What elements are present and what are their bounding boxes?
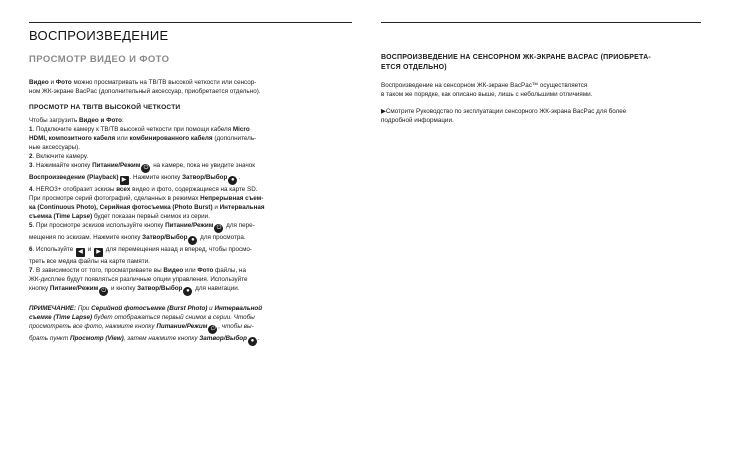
- power-mode-icon: ⏻: [214, 224, 223, 233]
- power-mode-icon: ⏻: [141, 164, 150, 173]
- shutter-select-icon: ●: [248, 337, 257, 346]
- section-title: ВОСПРОИЗВЕДЕНИЕ: [29, 28, 169, 43]
- touch-bacpac-heading: ВОСПРОИЗВЕДЕНИЕ НА СЕНСОРНОМ ЖК-ЭКРАНЕ BACPAC (ПРИОБРЕТА- ЕТСЯ ОТДЕЛЬНО): [381, 54, 651, 71]
- left-column: [29, 22, 352, 346]
- steps-list: Чтобы загрузить Видео и Фото: 1. Подключите камеру к ТВ/ТВ высокой четкости при помощи кабеля Micro HDMI, композитного кабеля или комбинированного кабеля (дополнитель- ные аксессуары). 2. Включите камеру. 3. Нажимайте кнопку Питание/Режим ⏻ на камере, пока не увидите значок Воспроизведение (Playback) ▶ . Нажмите кнопку Затвор/Выбор ● . 4. HERO3+ отобразит эскизы всех видео и фото, содержащиеся на карте SD. При просмотре серий фотографий, сделанных в режимах Непрерывная съем- ка (Continuous Photo), Серийная фотосъемка (Photo Burst) и Интервальная съемка (Time Lapse) будет показан первый снимок из серии. 5. При просмотре эскизов используйте кнопку Питание/Режим ⏻ для пере- мещения по эскизам. Нажмите кнопку Затвор/Выбор ● для просмотра. 6. Используйте ◀ и ▶ для перемещения назад и вперед, чтобы просмо- треть все медиа файлы на карте памяти. 7. В зависимости от того, просматриваете вы Видео или Фото файлы, на ЖК-дисплее будут появляться различные опции управления. Используйте кнопку Питание/Режим ⏻ и кнопку Затвор/Выбор ● для навигации.: [29, 117, 265, 294]
- shutter-select-icon: ●: [228, 176, 237, 185]
- playback-icon: ▶: [120, 176, 129, 185]
- right-arrow-icon: ▶: [94, 248, 103, 257]
- right-column: [381, 22, 701, 125]
- subtitle: ПРОСМОТР ВИДЕО И ФОТО: [29, 54, 170, 65]
- left-arrow-icon: ◀: [76, 248, 85, 257]
- hd-tv-heading: ПРОСМОТР НА ТВ/ТВ ВЫСОКОЙ ЧЕТКОСТИ: [29, 104, 181, 111]
- touch-bacpac-body: Воспроизведение на сенсорном ЖК-экране BacPac™ осуществляется в таком же порядке, как описано выше, лишь с небольшими отличиями.: [381, 82, 593, 98]
- shutter-select-icon: ●: [183, 287, 192, 296]
- manual-reference: ▶Смотрите Руководство по эксплуатации сенсорного ЖК-экрана BacPac для более подробной информации.: [381, 108, 627, 124]
- top-rule-right: [381, 22, 701, 23]
- power-mode-icon: ⏻: [99, 287, 108, 296]
- shutter-select-icon: ●: [188, 236, 197, 245]
- right-spacer: [381, 28, 701, 49]
- note-paragraph: ПРИМЕЧАНИЕ: При Серийной фотосъемке (Burst Photo) и Интервальной съемке (Time Lapse) будет отображаться первый снимок в серии. Чтобы просмотреть все фото, нажмите кнопку Питание/Режим ⏻ , чтобы вы- брать пункт Просмотр (View), затем нажмите кнопку Затвор/Выбор ● .: [29, 305, 263, 344]
- intro-paragraph: Видео и Фото можно просматривать на ТВ/ТВ высокой четкости или сенсор- ном ЖК-экране BacPac (дополнительный аксессуар, приобретается отдельно).: [29, 79, 261, 95]
- power-mode-icon: ⏻: [208, 325, 217, 334]
- top-rule-left: [29, 22, 352, 23]
